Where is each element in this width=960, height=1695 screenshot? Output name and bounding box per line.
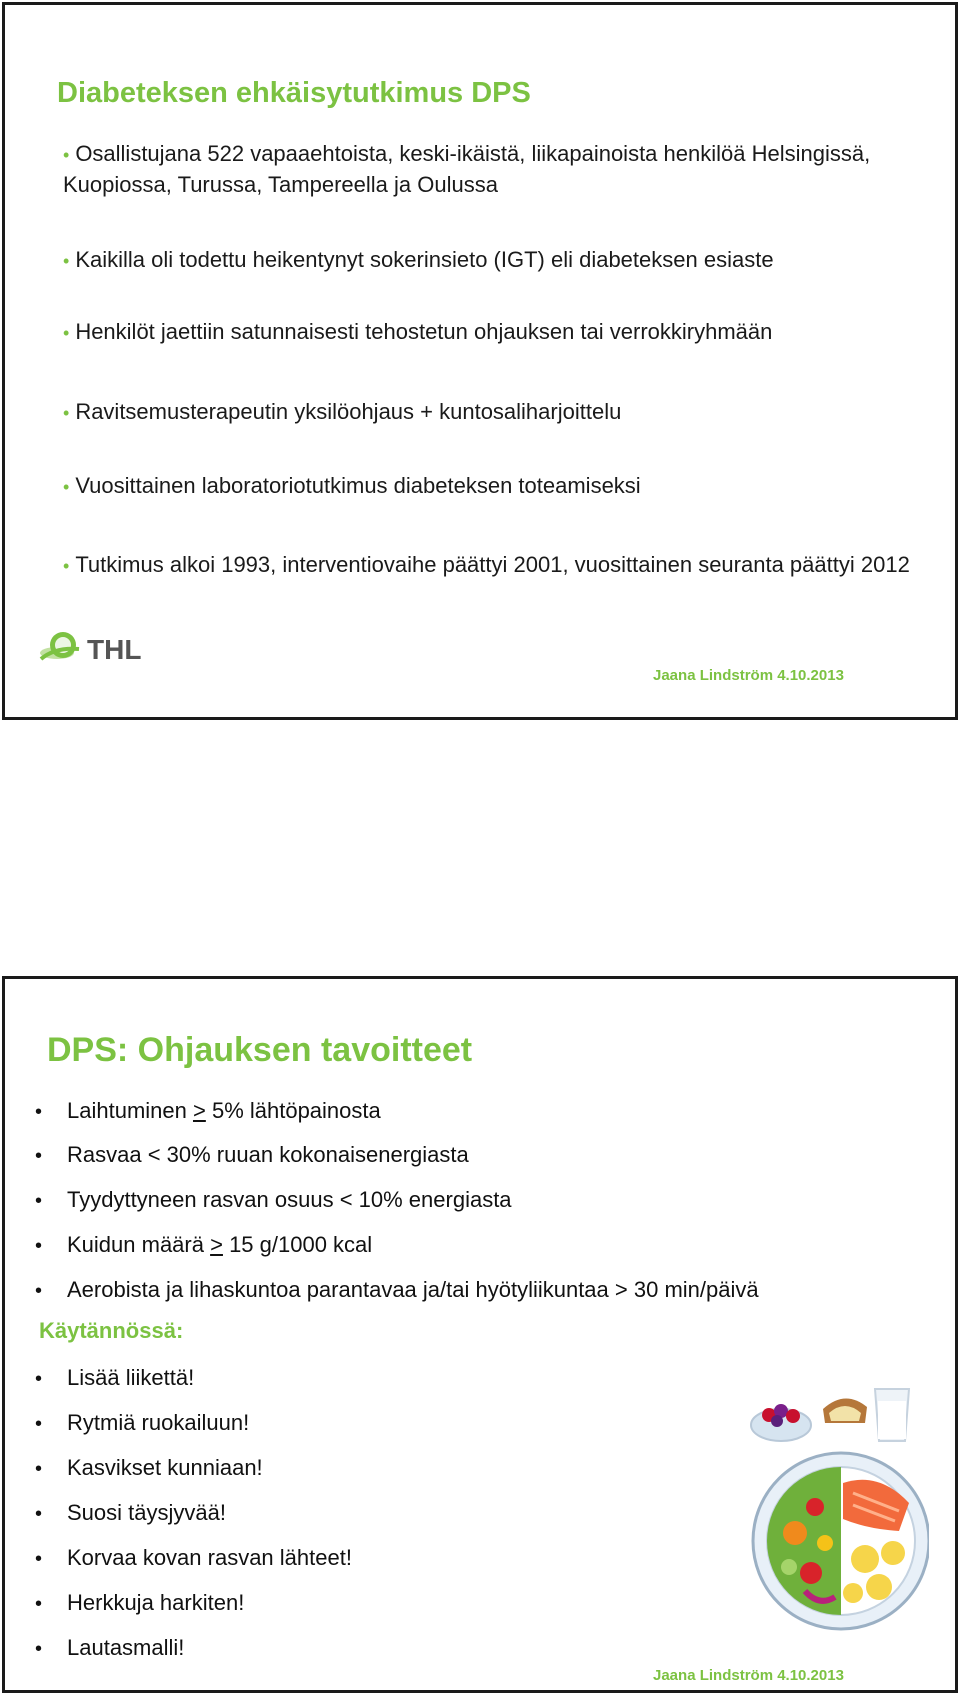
bullet-icon: • [35, 1280, 43, 1302]
bullet-icon: • [63, 323, 70, 343]
bullet-icon: • [63, 251, 70, 271]
bullet-icon: • [35, 1503, 43, 1525]
list-item: • Lautasmalli! [35, 1634, 935, 1663]
bullet-icon: • [35, 1458, 43, 1480]
list-item: • Osallistujana 522 vapaaehtoista, keski-ikäistä, liikapainoista henkilöä Helsingissä, Kuopiossa, Turussa, Tampereella ja Oulussa [63, 141, 871, 197]
list-item: • Suosi täysjyvää! [35, 1499, 935, 1528]
bullet-icon: • [63, 477, 70, 497]
list-item: • Kasvikset kunniaan! [35, 1454, 935, 1483]
slide-dps-study [2, 2, 958, 720]
practice-heading: Käytännössä: [39, 1318, 184, 1343]
slide-dps-goals [2, 976, 958, 1693]
bullet-icon: • [35, 1101, 43, 1123]
slide1-title: Diabeteksen ehkäisytutkimus DPS [57, 77, 531, 109]
list-item: • Kaikilla oli todettu heikentynyt sokerinsieto (IGT) eli diabeteksen esiaste [63, 247, 774, 272]
slide2-title: DPS: Ohjauksen tavoitteet [47, 1031, 473, 1069]
list-item: • Laihtuminen > 5% lähtöpainosta [35, 1097, 935, 1126]
list-item: • Henkilöt jaettiin satunnaisesti tehostetun ohjauksen tai verrokkiryhmään [63, 319, 773, 344]
bullet-icon: • [63, 145, 70, 165]
bullet-icon: • [35, 1548, 43, 1570]
bullet-icon: • [35, 1638, 43, 1660]
list-item: • Vuosittainen laboratoriotutkimus diabeteksen toteamiseksi [63, 473, 641, 498]
bullet-icon: • [63, 403, 70, 423]
list-item: • Aerobista ja lihaskuntoa parantavaa ja/tai hyötyliikuntaa > 30 min/päivä [35, 1276, 935, 1305]
list-item: • Herkkuja harkiten! [35, 1589, 935, 1618]
slide1-footer: Jaana Lindström 4.10.2013 [653, 667, 844, 684]
bullet-icon: • [35, 1190, 43, 1212]
thl-logo [35, 625, 175, 673]
bullet-icon: • [35, 1235, 43, 1257]
bullet-icon: • [35, 1368, 43, 1390]
list-item: • Tutkimus alkoi 1993, interventiovaihe päättyi 2001, vuosittainen seuranta päättyi 2012 [63, 552, 910, 577]
slide2-footer: Jaana Lindström 4.10.2013 [653, 1667, 844, 1684]
plate-model-illustration [749, 1383, 929, 1663]
list-item: • Rasvaa < 30% ruuan kokonaisenergiasta [35, 1141, 935, 1170]
list-item: • Ravitsemusterapeutin yksilöohjaus + kuntosaliharjoittelu [63, 399, 622, 424]
svg-text:THL: THL [87, 634, 142, 665]
list-item: • Korvaa kovan rasvan lähteet! [35, 1544, 935, 1573]
list-item: • Lisää liikettä! [35, 1364, 935, 1393]
bullet-icon: • [35, 1593, 43, 1615]
bullet-icon: • [35, 1145, 43, 1167]
bullet-icon: • [35, 1413, 43, 1435]
list-item: • Kuidun määrä > 15 g/1000 kcal [35, 1231, 935, 1260]
list-item: • Tyydyttyneen rasvan osuus < 10% energiasta [35, 1186, 935, 1215]
bullet-icon: • [63, 556, 70, 576]
list-item: • Rytmiä ruokailuun! [35, 1409, 935, 1438]
